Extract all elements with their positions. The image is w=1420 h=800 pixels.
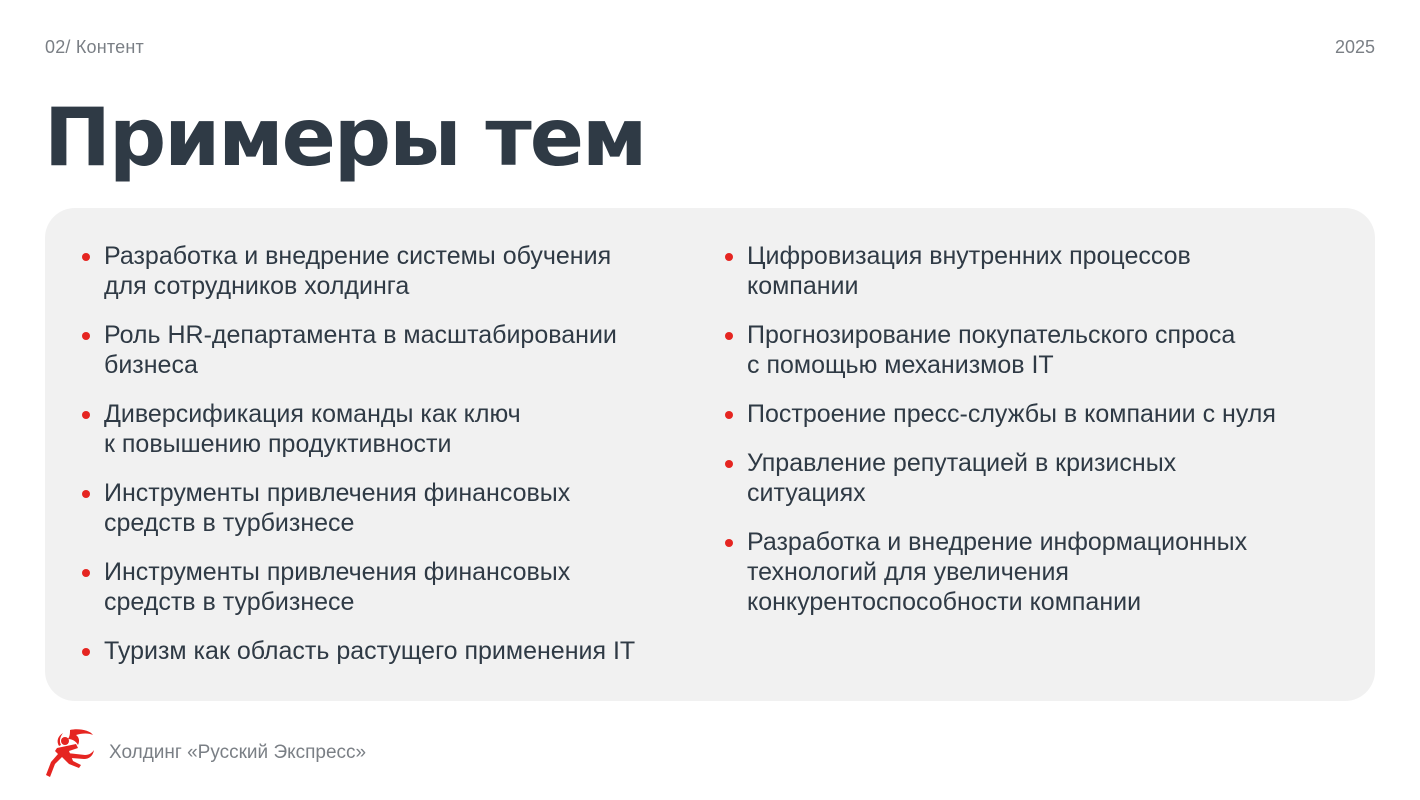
- topic-item: [82, 241, 682, 301]
- topic-line: Туризм как область растущего применения IT: [104, 637, 636, 665]
- bullet-dot: [82, 648, 90, 656]
- footer: [45, 727, 366, 779]
- topics-panel: [45, 208, 1375, 701]
- bullet-dot: [725, 253, 733, 261]
- topic-line: технологий для увеличения: [747, 558, 1069, 586]
- running-figure-logo-icon: [45, 727, 95, 779]
- topic-line: средств в турбизнесе: [104, 509, 355, 537]
- topic-item: [82, 320, 682, 380]
- bullet-dot: [82, 332, 90, 340]
- topics-list-left: [82, 241, 682, 685]
- bullet-dot: [82, 253, 90, 261]
- topic-line: с помощью механизмов IT: [747, 351, 1054, 379]
- topic-item: [725, 399, 1345, 429]
- topic-line: Инструменты привлечения финансовых: [104, 558, 571, 586]
- topic-line: для сотрудников холдинга: [104, 272, 410, 300]
- topic-line: Управление репутацией в кризисных: [747, 449, 1177, 477]
- topic-item: [82, 399, 682, 459]
- bullet-dot: [82, 490, 90, 498]
- section-label: 02/ Контент: [45, 37, 144, 57]
- topic-line: Инструменты привлечения финансовых: [104, 479, 571, 507]
- topic-line: к повышению продуктивности: [104, 430, 452, 458]
- topic-line: Разработка и внедрение системы обучения: [104, 242, 612, 270]
- topic-line: компании: [747, 272, 859, 300]
- bullet-dot: [725, 539, 733, 547]
- topic-item: [725, 527, 1345, 617]
- topic-line: Прогнозирование покупательского спроса: [747, 321, 1236, 349]
- page-title: Примеры тем: [44, 91, 646, 184]
- bullet-dot: [82, 569, 90, 577]
- bullet-dot: [725, 332, 733, 340]
- topic-line: Роль HR-департамента в масштабировании: [104, 321, 617, 349]
- topic-item: [82, 478, 682, 538]
- topic-item: [725, 320, 1345, 380]
- topics-list-right: [725, 241, 1345, 636]
- topic-line: средств в турбизнесе: [104, 588, 355, 616]
- year-label: 2025: [1334, 37, 1375, 57]
- topic-line: Цифровизация внутренних процессов: [747, 242, 1191, 270]
- topic-item: [82, 636, 682, 666]
- bullet-dot: [82, 411, 90, 419]
- topic-line: Диверсификация команды как ключ: [104, 400, 521, 428]
- topic-line: бизнеса: [104, 351, 198, 379]
- bullet-dot: [725, 460, 733, 468]
- topic-item: [725, 448, 1345, 508]
- topic-line: конкурентоспособности компании: [747, 588, 1142, 616]
- topic-item: [82, 557, 682, 617]
- topic-line: ситуациях: [747, 479, 866, 507]
- bullet-dot: [725, 411, 733, 419]
- company-name: Холдинг «Русский Экспресс»: [109, 742, 367, 763]
- topic-item: [725, 241, 1345, 301]
- topic-line: Разработка и внедрение информационных: [747, 528, 1248, 556]
- topic-line: Построение пресс-службы в компании с нуля: [747, 400, 1276, 428]
